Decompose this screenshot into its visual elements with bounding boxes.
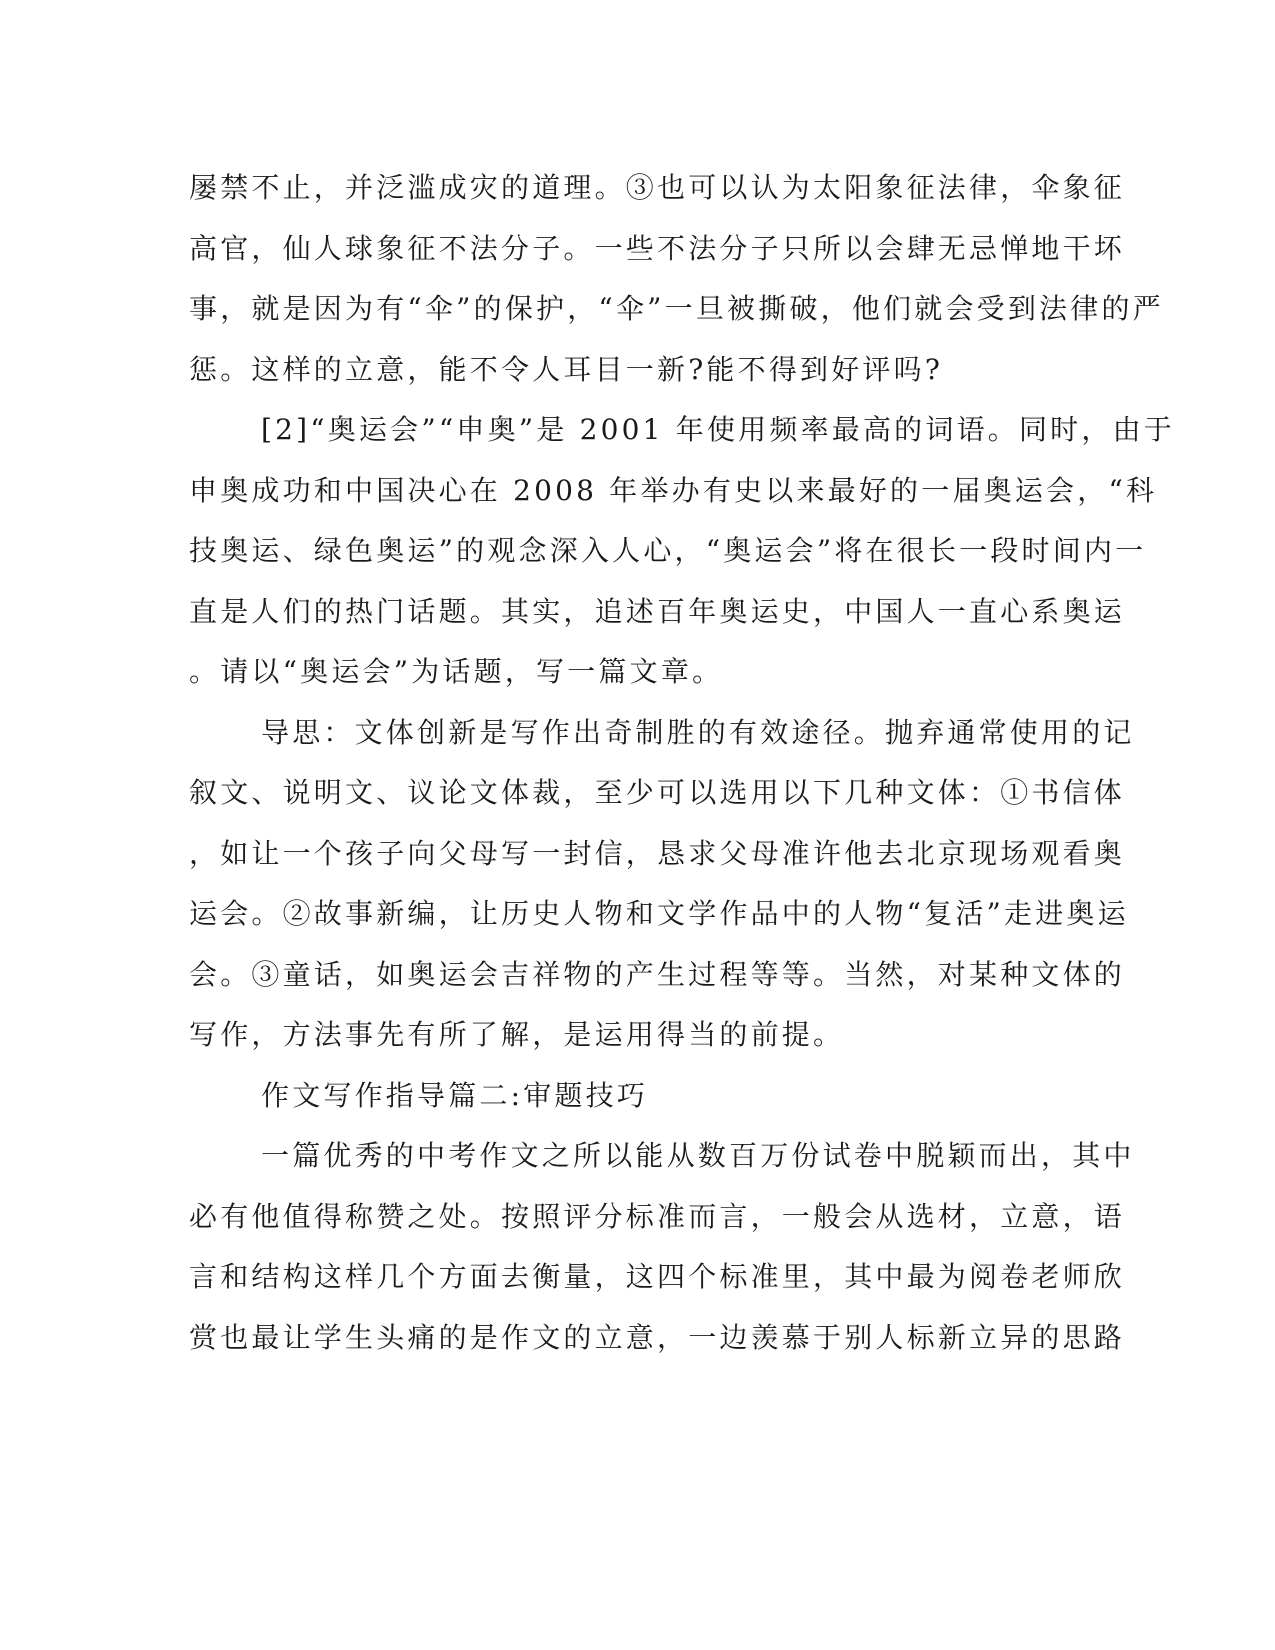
body-text [189, 158, 1175, 1368]
text-line: 必有他值得称赞之处。按照评分标准而言，一般会从选材，立意，语 [189, 1199, 1126, 1233]
text-line: 导思：文体创新是写作出奇制胜的有效途径。抛弃通常使用的记 [261, 715, 1135, 749]
text-line: 直是人们的热门话题。其实，追述百年奥运史，中国人一直心系奥运 [189, 594, 1126, 628]
text-line: 作文写作指导篇二:审题技巧 [261, 1078, 649, 1112]
text-line: 惩。这样的立意，能不令人耳目一新?能不得到好评吗? [189, 352, 944, 386]
text-line: 会。③童话，如奥运会吉祥物的产生过程等等。当然，对某种文体的 [189, 957, 1126, 991]
text-line: [2]“奥运会”“申奥”是 2001 年使用频率最高的词语。同时，由于 [261, 413, 1175, 446]
text-line: 叙文、说明文、议论文体裁，至少可以选用以下几种文体：①书信体 [189, 776, 1126, 809]
text-line: ，如让一个孩子向父母写一封信，恳求父母准许他去北京现场观看奥 [189, 836, 1126, 870]
text-line: 屡禁不止，并泛滥成灾的道理。③也可以认为太阳象征法律，伞象征 [189, 171, 1126, 204]
text-line: 事，就是因为有“伞”的保护，“伞”一旦被撕破，他们就会受到法律的严 [189, 292, 1164, 325]
text-line: 运会。②故事新编，让历史人物和文学作品中的人物“复活”走进奥运 [189, 897, 1129, 930]
text-line: 。请以“奥运会”为话题，写一篇文章。 [189, 655, 724, 688]
text-line: 一篇优秀的中考作文之所以能从数百万份试卷中脱颖而出，其中 [261, 1139, 1135, 1172]
text-line: 言和结构这样几个方面去衡量，这四个标准里，其中最为阅卷老师欣 [189, 1260, 1126, 1293]
text-line: 高官，仙人球象征不法分子。一些不法分子只所以会肆无忌惮地干坏 [189, 231, 1126, 265]
text-line: 申奥成功和中国决心在 2008 年举办有史以来最好的一届奥运会，“科 [189, 473, 1158, 507]
text-line: 技奥运、绿色奥运”的观念深入人心，“奥运会”将在很长一段时间内一 [189, 534, 1147, 567]
text-line: 写作，方法事先有所了解，是运用得当的前提。 [189, 1018, 845, 1051]
text-line: 赏也最让学生头痛的是作文的立意，一边羡慕于别人标新立异的思路 [189, 1320, 1126, 1354]
